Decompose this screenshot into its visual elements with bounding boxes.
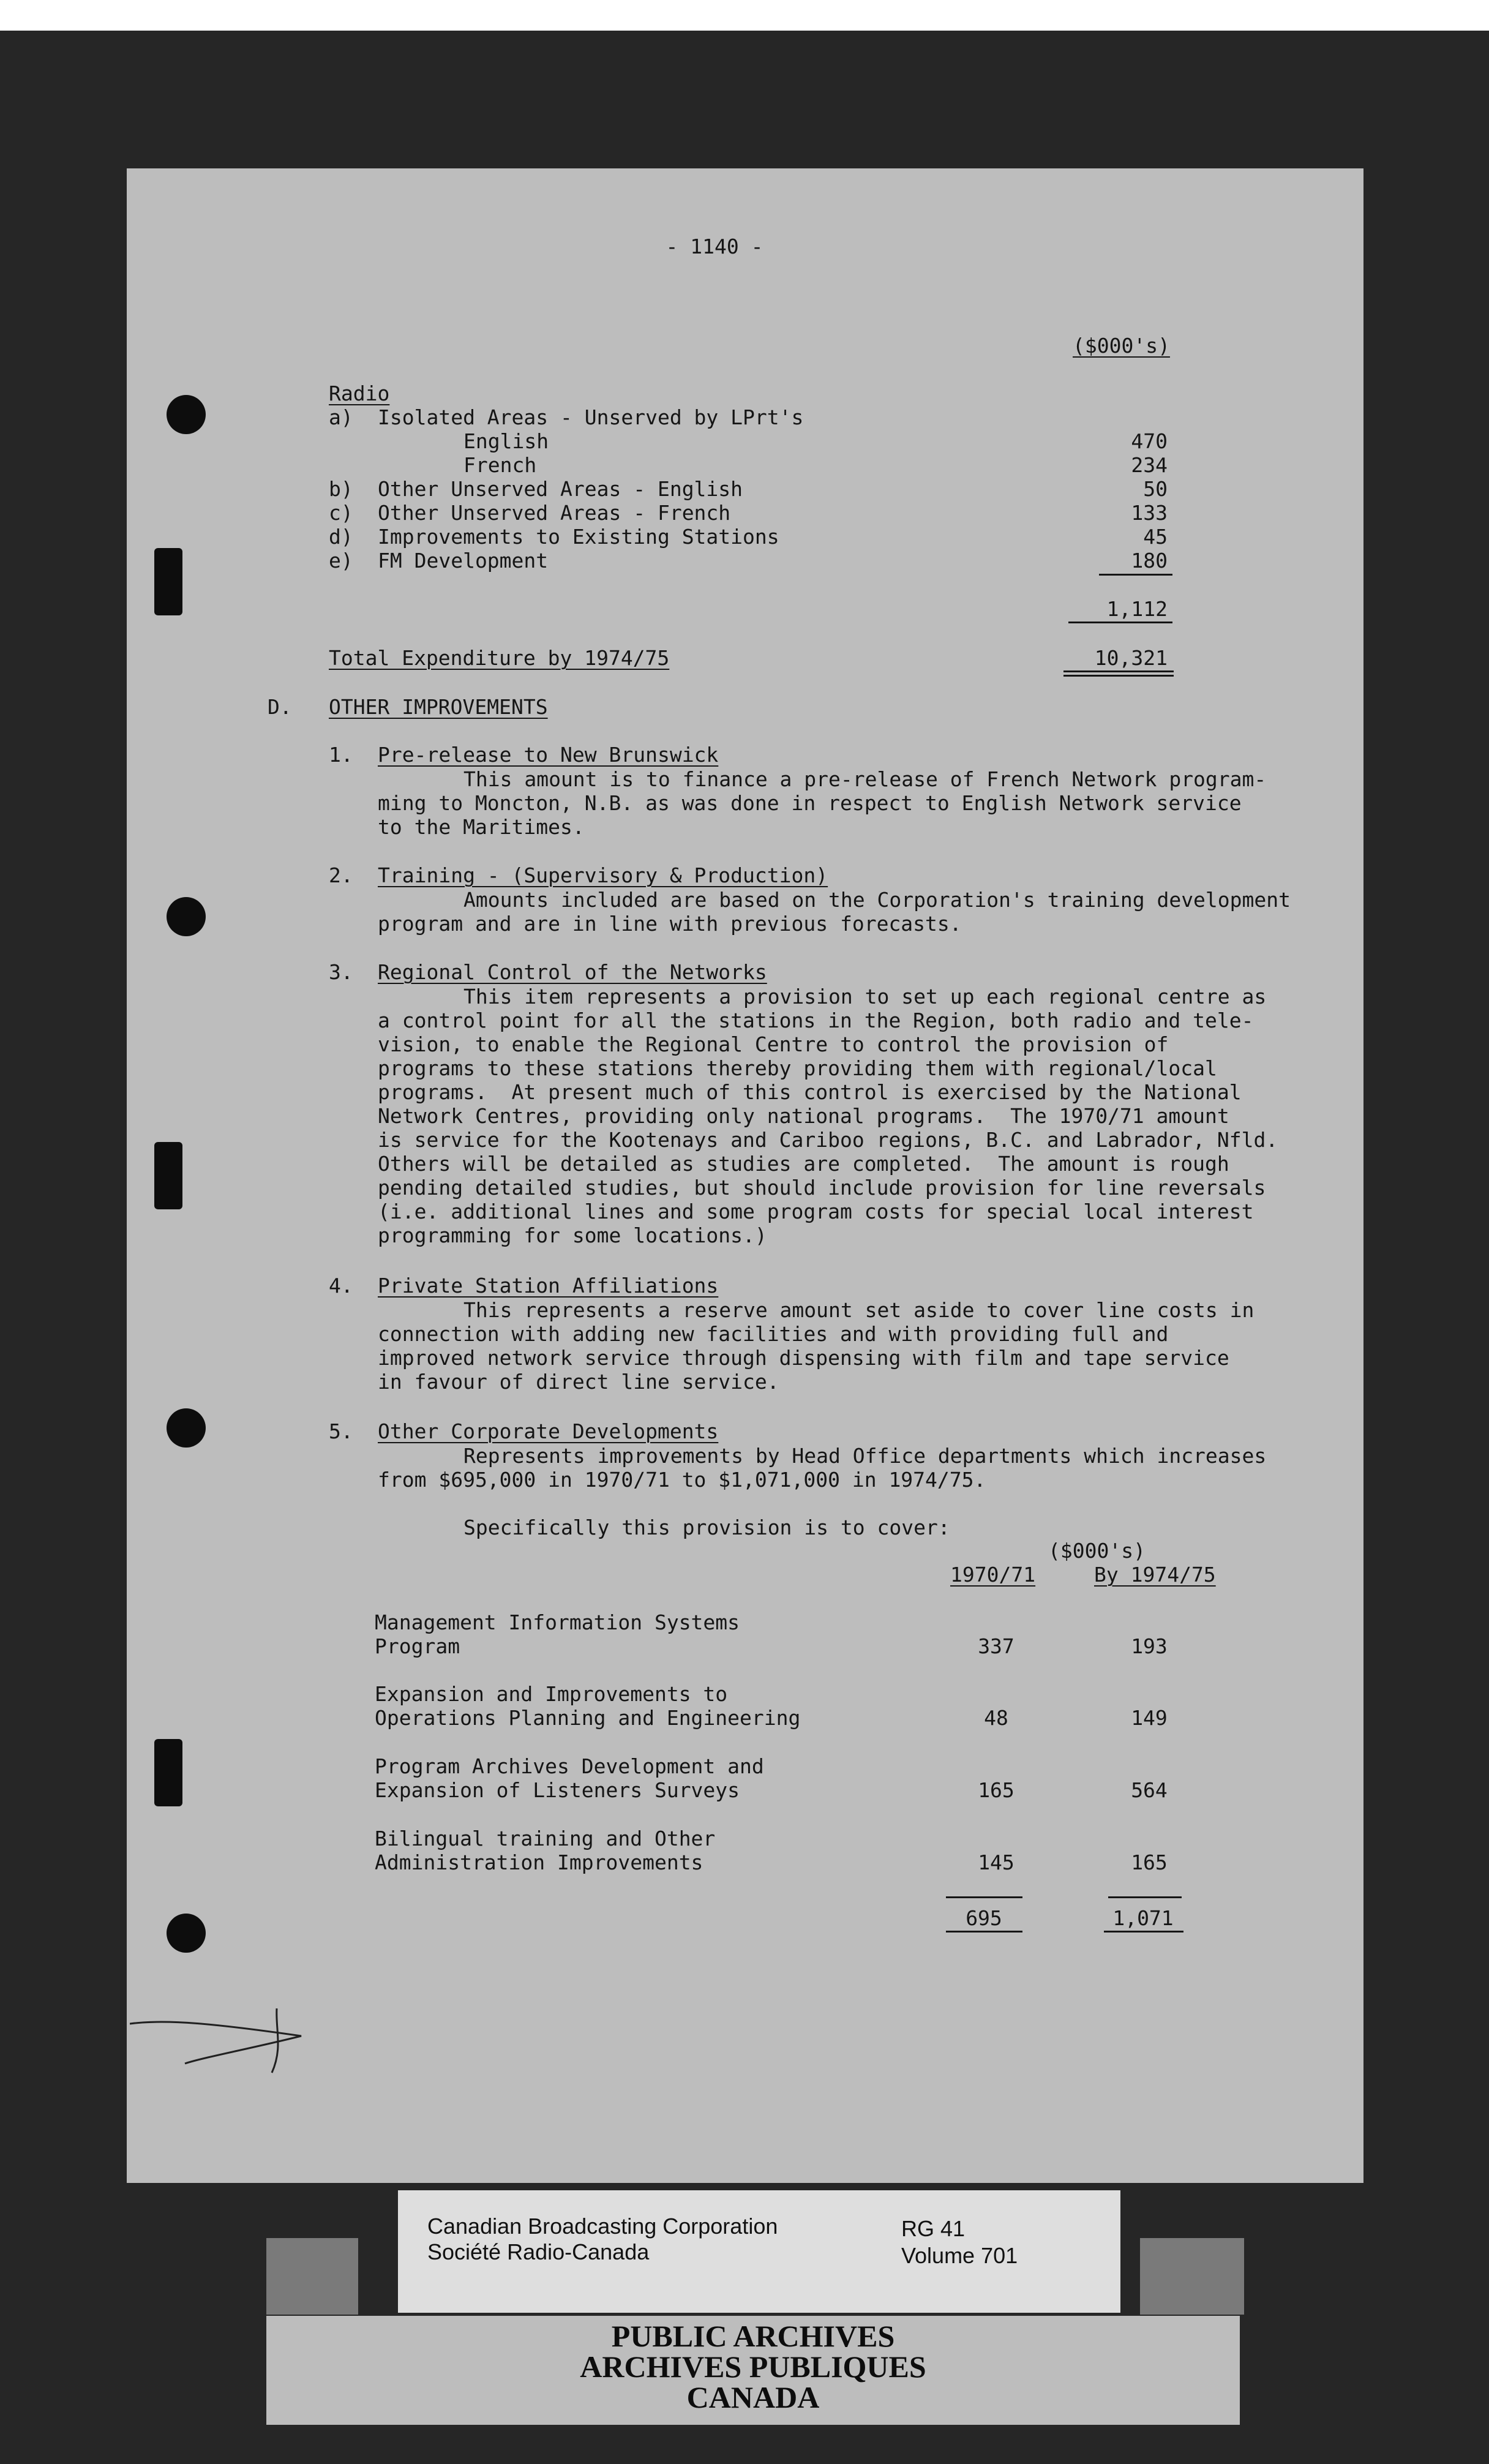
provision-total-1974: 1,071: [1112, 1906, 1174, 1930]
binder-hole: [167, 897, 206, 936]
item-title: Private Station Affiliations: [378, 1274, 719, 1298]
scan-clip: [1140, 2238, 1244, 2315]
provision-row-label: Administration Improvements: [375, 1850, 703, 1874]
radio-item-value: 133: [1131, 501, 1168, 525]
binder-slot: [154, 548, 182, 615]
archives-stamp: [266, 2316, 1240, 2425]
provision-total-underline: [1104, 1931, 1183, 1933]
section-letter: D.: [268, 695, 292, 719]
radio-item-label: Isolated Areas - Unserved by LPrt's: [378, 405, 804, 429]
subtotal-rule: [1099, 574, 1172, 576]
provision-row-label: Program Archives Development and: [375, 1754, 764, 1778]
provision-row-label: Expansion of Listeners Surveys: [375, 1778, 740, 1802]
item-text-line: pending detailed studies, but should include provision for line reversals: [378, 1176, 1266, 1200]
provision-total-rule: [946, 1896, 1022, 1898]
radio-heading: Radio: [329, 381, 390, 405]
stamp-line-2: ARCHIVES PUBLIQUES: [580, 2349, 926, 2384]
provision-value-1974: 149: [1131, 1706, 1168, 1730]
item-text-line: This represents a reserve amount set aside to cover line costs in: [463, 1298, 1255, 1322]
radio-item-value: 50: [1143, 477, 1168, 501]
item-number: 5.: [329, 1419, 353, 1443]
units-header: ($000's): [1073, 334, 1170, 358]
provision-value-1974: 165: [1131, 1850, 1168, 1874]
item-number: 1.: [329, 743, 353, 767]
item-text-line: is service for the Kootenays and Cariboo regions, B.C. and Labrador, Nfld.: [378, 1128, 1278, 1152]
total-value: 10,321: [1094, 646, 1168, 670]
provision-row-label: Management Information Systems: [375, 1610, 740, 1634]
binder-hole: [167, 395, 206, 434]
binder-slot: [154, 1739, 182, 1806]
item-title: Other Corporate Developments: [378, 1419, 719, 1443]
item-text-line: from $695,000 in 1970/71 to $1,071,000 in 1974/75.: [378, 1468, 986, 1492]
handwritten-mark: [130, 2005, 326, 2085]
radio-item-label: French: [463, 453, 537, 477]
total-label: Total Expenditure by 1974/75: [329, 646, 670, 670]
provision-row-label: Expansion and Improvements to: [375, 1682, 728, 1706]
item-text-line: This item represents a provision to set up each regional centre as: [463, 985, 1267, 1009]
item-text-line: ming to Moncton, N.B. as was done in respect to English Network service: [378, 791, 1242, 815]
provision-value-1974: 564: [1131, 1778, 1168, 1802]
radio-item-value: 470: [1131, 429, 1168, 453]
provision-value-1970: 145: [978, 1850, 1015, 1874]
archive-org-fr: Société Radio-Canada: [427, 2239, 650, 2264]
binder-hole: [167, 1408, 206, 1448]
item-text-line: to the Maritimes.: [378, 815, 585, 839]
item-number: 2.: [329, 863, 353, 887]
radio-item-letter: e): [329, 549, 353, 573]
provision-total-rule: [1108, 1896, 1182, 1898]
stamp-line-3: CANADA: [686, 2380, 820, 2414]
binder-hole: [167, 1914, 206, 1953]
provision-units: ($000's): [1048, 1539, 1146, 1563]
item-text-line: This amount is to finance a pre-release of French Network program-: [463, 767, 1267, 791]
radio-item-label: English: [463, 429, 549, 453]
item-text-line: improved network service through dispensing with film and tape service: [378, 1346, 1229, 1370]
total-double-rule: [1063, 670, 1174, 672]
radio-item-letter: a): [329, 405, 353, 429]
radio-item-letter: c): [329, 501, 353, 525]
radio-item-value: 45: [1143, 525, 1168, 549]
item-number: 3.: [329, 960, 353, 984]
document-page: [127, 168, 1363, 2183]
provision-col-1974: By 1974/75: [1094, 1563, 1216, 1587]
archive-org-en: Canadian Broadcasting Corporation: [427, 2214, 778, 2239]
archive-record-group: RG 41: [901, 2216, 966, 2241]
item-text-line: Network Centres, providing only national programs. The 1970/71 amount: [378, 1104, 1229, 1128]
provision-value-1970: 337: [978, 1634, 1015, 1658]
item-title: Training - (Supervisory & Production): [378, 863, 828, 887]
provision-total-underline: [946, 1931, 1022, 1933]
item-text-line: vision, to enable the Regional Centre to control the provision of: [378, 1032, 1169, 1056]
radio-item-label: Other Unserved Areas - French: [378, 501, 731, 525]
radio-item-value: 234: [1131, 453, 1168, 477]
item-text-line: Amounts included are based on the Corporation's training development: [463, 888, 1291, 912]
subtotal-rule: [1068, 622, 1172, 623]
radio-item-label: FM Development: [378, 549, 549, 573]
radio-item-letter: d): [329, 525, 353, 549]
item-text-line: programs to these stations thereby providing them with regional/local: [378, 1056, 1217, 1080]
radio-item-value: 180: [1131, 549, 1168, 573]
item-title: Regional Control of the Networks: [378, 960, 767, 984]
provision-value-1970: 165: [978, 1778, 1015, 1802]
scan-clip: [266, 2238, 358, 2315]
item-text-line: (i.e. additional lines and some program costs for special local interest: [378, 1200, 1254, 1223]
archive-volume: Volume 701: [901, 2243, 1018, 2268]
item-text-line: program and are in line with previous forecasts.: [378, 912, 962, 936]
radio-subtotal: 1,112: [1106, 597, 1168, 621]
item-text-line: in favour of direct line service.: [378, 1370, 779, 1394]
provision-value-1970: 48: [984, 1706, 1008, 1730]
item-text-line: a control point for all the stations in the Region, both radio and tele-: [378, 1009, 1254, 1032]
item-title: Pre-release to New Brunswick: [378, 743, 719, 767]
item-text-line: Others will be detailed as studies are completed. The amount is rough: [378, 1152, 1229, 1176]
radio-item-label: Improvements to Existing Stations: [378, 525, 779, 549]
radio-item-label: Other Unserved Areas - English: [378, 477, 743, 501]
binder-slot: [154, 1142, 182, 1209]
page-number: - 1140 -: [666, 235, 763, 258]
radio-item-letter: b): [329, 477, 353, 501]
provision-col-1970: 1970/71: [950, 1563, 1036, 1587]
section-title: OTHER IMPROVEMENTS: [329, 695, 548, 719]
item-text-line: programming for some locations.): [378, 1223, 767, 1247]
provision-intro: Specifically this provision is to cover:: [463, 1516, 950, 1539]
item-text-line: connection with adding new facilities and with providing full and: [378, 1322, 1169, 1346]
total-double-rule: [1063, 675, 1174, 677]
provision-total-1970: 695: [966, 1906, 1002, 1930]
item-text-line: programs. At present much of this control is exercised by the National: [378, 1080, 1242, 1104]
provision-value-1974: 193: [1131, 1634, 1168, 1658]
item-text-line: Represents improvements by Head Office departments which increases: [463, 1444, 1267, 1468]
item-number: 4.: [329, 1274, 353, 1298]
provision-row-label: Operations Planning and Engineering: [375, 1706, 801, 1730]
provision-row-label: Program: [375, 1634, 460, 1658]
archive-label: [398, 2190, 1120, 2313]
stamp-line-1: PUBLIC ARCHIVES: [611, 2319, 895, 2353]
provision-row-label: Bilingual training and Other: [375, 1827, 716, 1850]
